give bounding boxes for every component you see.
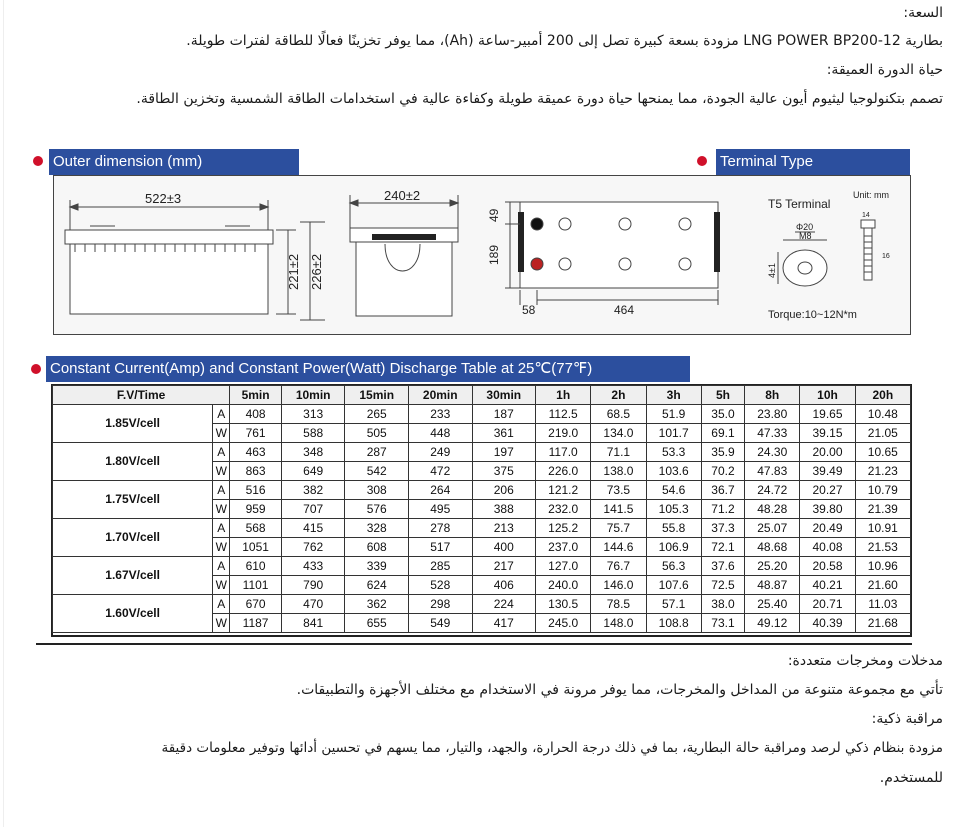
amp-cell: 127.0 — [536, 557, 591, 576]
watt-cell: 73.1 — [701, 614, 744, 633]
amp-cell: 19.65 — [800, 405, 855, 424]
watt-cell: 761 — [230, 424, 282, 443]
amp-cell: 20.27 — [800, 481, 855, 500]
amp-cell: 24.72 — [745, 481, 800, 500]
voltage-cell: 1.67V/cell — [53, 557, 213, 595]
amp-cell: 73.5 — [591, 481, 646, 500]
cycle-heading: حياة الدورة العميقة: — [826, 62, 943, 78]
amp-cell: 37.3 — [701, 519, 744, 538]
amp-cell: 433 — [281, 557, 345, 576]
amp-cell: 10.65 — [855, 443, 910, 462]
amp-cell: 10.79 — [855, 481, 910, 500]
amp-cell: 339 — [345, 557, 409, 576]
amp-cell: 20.49 — [800, 519, 855, 538]
amp-cell: 264 — [408, 481, 472, 500]
col-header: 30min — [472, 386, 536, 405]
section-divider — [36, 643, 912, 645]
monitor-body-line1: مزودة بنظام ذكي لرصد ومراقبة حالة البطارية، بما في ذلك درجة الحرارة، والجهد، والتيار، مما يسهم في تحسين أدائها وتوفير معلومات دقيقة — [161, 740, 943, 756]
watt-cell: 1187 — [230, 614, 282, 633]
watt-cell: 495 — [408, 500, 472, 519]
amp-cell: 382 — [281, 481, 345, 500]
amp-cell: 298 — [408, 595, 472, 614]
amp-cell: 197 — [472, 443, 536, 462]
watt-cell: 21.05 — [855, 424, 910, 443]
amp-cell: 78.5 — [591, 595, 646, 614]
watt-cell: 707 — [281, 500, 345, 519]
amp-cell: 53.3 — [646, 443, 701, 462]
unit-cell: A — [213, 519, 230, 538]
watt-cell: 1101 — [230, 576, 282, 595]
watt-cell: 549 — [408, 614, 472, 633]
watt-cell: 69.1 — [701, 424, 744, 443]
amp-cell: 54.6 — [646, 481, 701, 500]
watt-cell: 21.39 — [855, 500, 910, 519]
watt-cell: 841 — [281, 614, 345, 633]
amp-cell: 56.3 — [646, 557, 701, 576]
amp-cell: 463 — [230, 443, 282, 462]
table-row — [53, 519, 911, 538]
cycle-body: تصمم بتكنولوجيا ليثيوم أيون عالية الجودة، مما يمنحها حياة دورة عميقة طويلة وكفاءة عالية في استخدامات الطاقة الشمسية وتخزين الطاقة. — [136, 91, 943, 107]
dim-14-label: 14 — [862, 212, 870, 219]
top-dim-189: 189 — [487, 244, 501, 265]
amp-cell: 610 — [230, 557, 282, 576]
corner-header: F.V/Time — [53, 386, 230, 405]
watt-cell: 417 — [472, 614, 536, 633]
dim-16-label: 16 — [882, 253, 890, 260]
amp-cell: 25.07 — [745, 519, 800, 538]
watt-cell: 47.33 — [745, 424, 800, 443]
watt-cell: 608 — [345, 538, 409, 557]
col-header: 15min — [345, 386, 409, 405]
watt-cell: 40.08 — [800, 538, 855, 557]
amp-cell: 68.5 — [591, 405, 646, 424]
col-header: 5h — [701, 386, 744, 405]
watt-cell: 219.0 — [536, 424, 591, 443]
amp-cell: 11.03 — [855, 595, 910, 614]
t5-terminal-drawing — [778, 220, 875, 286]
amp-cell: 348 — [281, 443, 345, 462]
table-row — [53, 443, 911, 462]
watt-cell: 71.2 — [701, 500, 744, 519]
table-row — [53, 557, 911, 576]
amp-cell: 408 — [230, 405, 282, 424]
watt-cell: 70.2 — [701, 462, 744, 481]
unit-cell: A — [213, 595, 230, 614]
amp-cell: 20.00 — [800, 443, 855, 462]
amp-cell: 213 — [472, 519, 536, 538]
watt-cell: 237.0 — [536, 538, 591, 557]
watt-cell: 108.8 — [646, 614, 701, 633]
watt-cell: 148.0 — [591, 614, 646, 633]
unit-cell: A — [213, 405, 230, 424]
watt-cell: 240.0 — [536, 576, 591, 595]
watt-cell: 49.12 — [745, 614, 800, 633]
watt-cell: 48.87 — [745, 576, 800, 595]
m8-label: M8 — [799, 231, 812, 241]
amp-cell: 125.2 — [536, 519, 591, 538]
battery-side-view — [350, 195, 458, 316]
watt-cell: 959 — [230, 500, 282, 519]
watt-cell: 144.6 — [591, 538, 646, 557]
battery-top-view — [505, 202, 720, 305]
amp-cell: 313 — [281, 405, 345, 424]
amp-cell: 75.7 — [591, 519, 646, 538]
table-row — [53, 481, 911, 500]
terminal-type-title: Terminal Type — [716, 149, 910, 175]
watt-cell: 576 — [345, 500, 409, 519]
discharge-table — [52, 385, 911, 633]
unit-cell: W — [213, 500, 230, 519]
watt-cell: 232.0 — [536, 500, 591, 519]
amp-cell: 287 — [345, 443, 409, 462]
unit-cell: A — [213, 481, 230, 500]
amp-cell: 362 — [345, 595, 409, 614]
amp-cell: 130.5 — [536, 595, 591, 614]
amp-cell: 37.6 — [701, 557, 744, 576]
amp-cell: 415 — [281, 519, 345, 538]
watt-cell: 517 — [408, 538, 472, 557]
amp-cell: 278 — [408, 519, 472, 538]
watt-cell: 448 — [408, 424, 472, 443]
capacity-body: بطارية LNG POWER BP200-12 مزودة بسعة كبيرة تصل إلى 200 أمبير-ساعة (Ah)، مما يوفر تخزينًا فعالًا للطاقة لفترات طويلة. — [186, 33, 943, 49]
amp-cell: 217 — [472, 557, 536, 576]
unit-cell: W — [213, 424, 230, 443]
amp-cell: 23.80 — [745, 405, 800, 424]
watt-cell: 138.0 — [591, 462, 646, 481]
terminal-name: T5 Terminal — [768, 197, 831, 211]
height1-dim-label: 221±2 — [286, 253, 301, 290]
unit-cell: A — [213, 557, 230, 576]
amp-cell: 117.0 — [536, 443, 591, 462]
top-dim-58: 58 — [522, 303, 536, 317]
watt-cell: 101.7 — [646, 424, 701, 443]
amp-cell: 10.48 — [855, 405, 910, 424]
unit-cell: W — [213, 538, 230, 557]
watt-cell: 21.53 — [855, 538, 910, 557]
voltage-cell: 1.85V/cell — [53, 405, 213, 443]
voltage-cell: 1.60V/cell — [53, 595, 213, 633]
amp-cell: 24.30 — [745, 443, 800, 462]
amp-cell: 308 — [345, 481, 409, 500]
col-header: 10h — [800, 386, 855, 405]
watt-cell: 245.0 — [536, 614, 591, 633]
watt-cell: 1051 — [230, 538, 282, 557]
watt-cell: 103.6 — [646, 462, 701, 481]
width-dim-label: 240±2 — [384, 188, 421, 203]
watt-cell: 48.28 — [745, 500, 800, 519]
watt-cell: 528 — [408, 576, 472, 595]
watt-cell: 47.83 — [745, 462, 800, 481]
amp-cell: 76.7 — [591, 557, 646, 576]
amp-cell: 25.20 — [745, 557, 800, 576]
watt-cell: 40.21 — [800, 576, 855, 595]
amp-cell: 35.9 — [701, 443, 744, 462]
unit-cell: W — [213, 462, 230, 481]
amp-cell: 38.0 — [701, 595, 744, 614]
outer-dimension-title: Outer dimension (mm) — [49, 149, 299, 175]
watt-cell: 48.68 — [745, 538, 800, 557]
col-header: 8h — [745, 386, 800, 405]
watt-cell: 72.5 — [701, 576, 744, 595]
amp-cell: 224 — [472, 595, 536, 614]
phi20-label: Φ20 — [796, 222, 814, 232]
unit-cell: W — [213, 576, 230, 595]
amp-cell: 206 — [472, 481, 536, 500]
col-header: 20h — [855, 386, 910, 405]
watt-cell: 400 — [472, 538, 536, 557]
amp-cell: 112.5 — [536, 405, 591, 424]
amp-cell: 36.7 — [701, 481, 744, 500]
io-body: تأتي مع مجموعة متنوعة من المداخل والمخرجات، مما يوفر مرونة في الاستخدام مع مختلف الأجهزة والتطبيقات. — [296, 682, 943, 698]
watt-cell: 542 — [345, 462, 409, 481]
watt-cell: 649 — [281, 462, 345, 481]
amp-cell: 10.96 — [855, 557, 910, 576]
col-header: 1h — [536, 386, 591, 405]
watt-cell: 21.60 — [855, 576, 910, 595]
amp-cell: 470 — [281, 595, 345, 614]
voltage-cell: 1.70V/cell — [53, 519, 213, 557]
voltage-cell: 1.75V/cell — [53, 481, 213, 519]
amp-cell: 20.58 — [800, 557, 855, 576]
unit-label: Unit: mm — [853, 190, 889, 200]
io-heading: مدخلات ومخرجات متعددة: — [787, 653, 943, 669]
table-header-row — [53, 386, 911, 405]
watt-cell: 226.0 — [536, 462, 591, 481]
col-header: 3h — [646, 386, 701, 405]
amp-cell: 35.0 — [701, 405, 744, 424]
amp-cell: 187 — [472, 405, 536, 424]
watt-cell: 588 — [281, 424, 345, 443]
monitor-body-line2: للمستخدم. — [879, 770, 943, 786]
amp-cell: 233 — [408, 405, 472, 424]
amp-cell: 265 — [345, 405, 409, 424]
amp-cell: 55.8 — [646, 519, 701, 538]
top-dim-49: 49 — [487, 208, 501, 222]
watt-cell: 790 — [281, 576, 345, 595]
amp-cell: 568 — [230, 519, 282, 538]
watt-cell: 106.9 — [646, 538, 701, 557]
amp-cell: 121.2 — [536, 481, 591, 500]
amp-cell: 249 — [408, 443, 472, 462]
watt-cell: 134.0 — [591, 424, 646, 443]
watt-cell: 21.23 — [855, 462, 910, 481]
amp-cell: 516 — [230, 481, 282, 500]
watt-cell: 863 — [230, 462, 282, 481]
watt-cell: 375 — [472, 462, 536, 481]
unit-cell: W — [213, 614, 230, 633]
amp-cell: 57.1 — [646, 595, 701, 614]
watt-cell: 107.6 — [646, 576, 701, 595]
watt-cell: 388 — [472, 500, 536, 519]
table-row — [53, 595, 911, 614]
watt-cell: 141.5 — [591, 500, 646, 519]
watt-cell: 624 — [345, 576, 409, 595]
watt-cell: 406 — [472, 576, 536, 595]
torque-label: Torque:10~12N*m — [768, 309, 857, 321]
amp-cell: 20.71 — [800, 595, 855, 614]
dim-4-label: 4±1 — [767, 263, 777, 278]
table-title-bullet — [31, 364, 41, 374]
watt-cell: 762 — [281, 538, 345, 557]
height2-dim-label: 226±2 — [309, 253, 324, 290]
watt-cell: 21.68 — [855, 614, 910, 633]
col-header: 2h — [591, 386, 646, 405]
watt-cell: 39.49 — [800, 462, 855, 481]
watt-cell: 105.3 — [646, 500, 701, 519]
col-header: 10min — [281, 386, 345, 405]
voltage-cell: 1.80V/cell — [53, 443, 213, 481]
amp-cell: 670 — [230, 595, 282, 614]
watt-cell: 361 — [472, 424, 536, 443]
watt-cell: 39.80 — [800, 500, 855, 519]
capacity-heading: السعة: — [903, 5, 943, 21]
table-row — [53, 405, 911, 424]
watt-cell: 472 — [408, 462, 472, 481]
amp-cell: 285 — [408, 557, 472, 576]
amp-cell: 25.40 — [745, 595, 800, 614]
top-dim-464: 464 — [614, 303, 635, 317]
amp-cell: 328 — [345, 519, 409, 538]
length-dim-label: 522±3 — [145, 191, 182, 206]
watt-cell: 40.39 — [800, 614, 855, 633]
amp-cell: 71.1 — [591, 443, 646, 462]
col-header: 5min — [230, 386, 282, 405]
watt-cell: 72.1 — [701, 538, 744, 557]
watt-cell: 39.15 — [800, 424, 855, 443]
amp-cell: 10.91 — [855, 519, 910, 538]
watt-cell: 655 — [345, 614, 409, 633]
col-header: 20min — [408, 386, 472, 405]
discharge-table-title: Constant Current(Amp) and Constant Power(Watt) Discharge Table at 25℃(77℉) — [46, 356, 690, 382]
unit-cell: A — [213, 443, 230, 462]
watt-cell: 505 — [345, 424, 409, 443]
monitor-heading: مراقبة ذكية: — [871, 711, 943, 727]
amp-cell: 51.9 — [646, 405, 701, 424]
watt-cell: 146.0 — [591, 576, 646, 595]
